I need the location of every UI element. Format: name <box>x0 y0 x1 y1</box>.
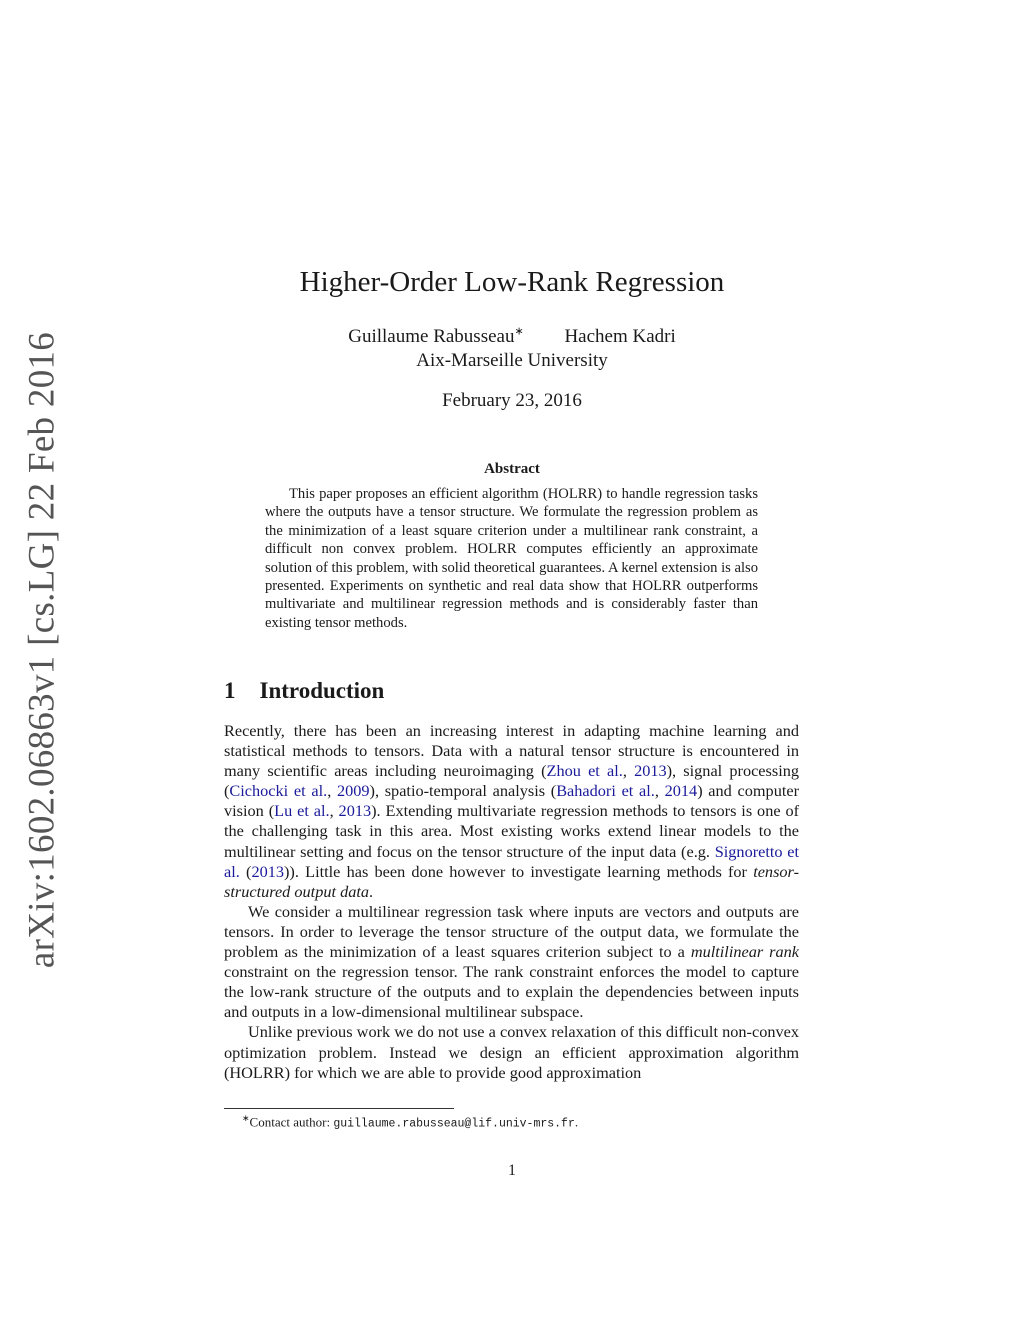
arxiv-stamp-text: arXiv:1602.06863v1 [cs.LG] 22 Feb 2016 <box>21 331 63 969</box>
citation-cichocki-year[interactable]: 2009 <box>336 781 370 801</box>
section-heading <box>224 678 384 704</box>
author-1-name: Guillaume Rabusseau <box>348 326 515 348</box>
author-2: Hachem Kadri <box>564 326 676 348</box>
text-run: ( <box>239 861 252 881</box>
paragraph-3: Unlike previous work we do not use a convex relaxation of this difficult non-convex optimization problem. Instead we design an efficient approximation algorithm (HOLRR) for which we are able to provide good approximation <box>224 1022 799 1082</box>
citation-signoretto-name[interactable]: Signoretto et al. <box>224 841 799 881</box>
section-number: 1 <box>224 678 236 703</box>
emphasis: multilinear rank <box>690 942 800 962</box>
abstract-text: This paper proposes an efficient algorithm (HOLRR) to handle regression tasks where the outputs have a tensor structure. We formulate the regression problem as the minimization of a least square criterion under a multilinear rank constraint, a difficult non convex problem. HOLRR computes efficiently an approximate solution of this problem, with solid theoretical guarantees. A kernel extension is also presented. Experiments on synthetic and real data show that HOLRR outperforms multivariate and multilinear regression methods and is considerably faster than existing tensor methods. <box>265 486 758 631</box>
affiliation: Aix-Marseille University <box>416 350 608 371</box>
text-run: ), spatio-temporal analysis ( <box>369 781 557 801</box>
contact-email[interactable]: guillaume.rabusseau@lif.univ-mrs.fr <box>333 1117 575 1131</box>
footnote-label: Contact author: <box>249 1114 334 1130</box>
text-run: , <box>654 781 665 801</box>
paragraph-1 <box>224 721 799 902</box>
footnote <box>242 1113 578 1130</box>
text-run: ) and computer vision ( <box>224 781 800 821</box>
introduction-body <box>224 721 799 1083</box>
citation-zhou-name[interactable]: Zhou et al. <box>546 761 623 781</box>
text-run: . <box>369 881 374 901</box>
page-number: 1 <box>508 1162 516 1179</box>
author-1-footnote-mark: ∗ <box>514 326 524 338</box>
abstract-heading: Abstract <box>484 461 540 477</box>
paper-title: Higher-Order Low-Rank Regression <box>299 266 725 298</box>
footnote-divider <box>224 1108 454 1109</box>
footnote-mark: ∗ <box>242 1113 250 1123</box>
citation-signoretto-year[interactable]: 2013 <box>251 861 285 881</box>
citation-zhou-year[interactable]: 2013 <box>634 761 667 781</box>
text-run: )). Little has been done however to investigate learning methods for <box>284 861 754 881</box>
text-run: Recently, there has been an increasing interest in adapting machine learning and statistical methods to tensors. Data with a natural tensor structure is encountered in many scientific areas including neuroimaging ( <box>224 721 799 781</box>
text-run: ), signal processing ( <box>224 761 800 801</box>
citation-lu-year[interactable]: 2013 <box>338 801 372 821</box>
citation-lu-name[interactable]: Lu et al. <box>274 801 330 821</box>
text-run: constraint on the regression tensor. The rank constraint enforces the model to capture the low-rank structure of the outputs and to explain the dependencies between inputs and outputs in a low-dimensional multilinear subspace. <box>224 962 799 1022</box>
text-run: We consider a multilinear regression task where inputs are vectors and outputs are tensors. In order to leverage the tensor structure of the output data, we formulate the problem as the minimization of a least squares criterion subject to a <box>224 901 799 962</box>
citation-bahadori-year[interactable]: 2014 <box>664 781 698 801</box>
paper-date: February 23, 2016 <box>442 390 582 411</box>
author-list <box>0 325 1024 348</box>
text-run: ). Extending multivariate regression methods to tensors is one of the challenging task in this area. Most existing works extend linear models to the multilinear setting and focus on the tensor structure of the input data (e.g. <box>224 801 800 861</box>
text-run: , <box>622 761 635 781</box>
citation-bahadori-name[interactable]: Bahadori et al. <box>556 781 655 801</box>
author-1 <box>348 326 523 347</box>
text-run: , <box>329 801 339 821</box>
citation-cichocki-name[interactable]: Cichocki et al. <box>229 781 328 801</box>
paragraph-2 <box>224 902 799 1023</box>
footnote-end: . <box>574 1114 579 1130</box>
text-run: , <box>327 781 337 801</box>
section-title: Introduction <box>259 678 385 703</box>
emphasis: tensor-structured output data <box>224 861 799 901</box>
